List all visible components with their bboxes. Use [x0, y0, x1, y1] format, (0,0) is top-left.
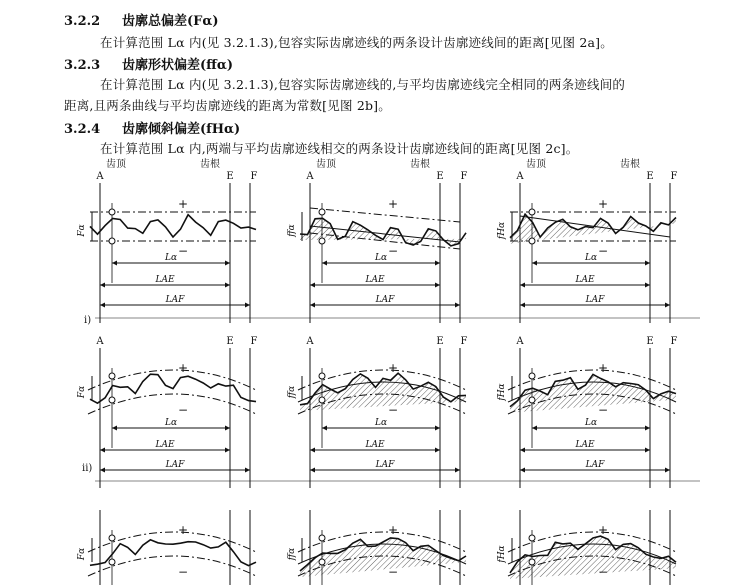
- plus-sign: +: [387, 523, 399, 537]
- dim-la-arrow-left: [112, 426, 117, 431]
- dim-lae-arrow-right: [225, 448, 230, 453]
- dim-lae-arrow-left: [520, 283, 525, 288]
- dim-lae-arrow-left: [100, 448, 105, 453]
- contact-point: [319, 397, 325, 403]
- contact-point: [529, 209, 535, 215]
- dim-laf-arrow-right: [245, 303, 250, 308]
- dim-la-arrow-left: [322, 426, 327, 431]
- contact-point: [319, 209, 325, 215]
- dim-la-arrow-left: [322, 261, 327, 266]
- deviation-hatch: [510, 536, 676, 579]
- dim-la-arrow-left: [532, 426, 537, 431]
- length-label-la: Lα: [584, 253, 598, 263]
- row-label-ii: ii): [82, 463, 93, 474]
- dim-laf-arrow-left: [520, 303, 525, 308]
- dim-laf-arrow-left: [100, 303, 105, 308]
- dim-laf-arrow-left: [520, 468, 525, 473]
- paragraph: 在计算范围 Lα 内(见 3.2.1.3),包容实际齿廓迹线的,与平均齿廓迹线完全相同的两条迹线间的: [100, 77, 626, 92]
- length-label-laf: LAF: [165, 295, 185, 305]
- contact-point: [529, 397, 535, 403]
- point-label-f: F: [460, 171, 468, 182]
- dim-laf-arrow-right: [455, 468, 460, 473]
- contact-point: [109, 397, 115, 403]
- plus-sign: +: [597, 197, 609, 211]
- contact-point: [529, 559, 535, 565]
- minus-sign: −: [387, 244, 399, 258]
- length-label-laf: LAF: [375, 460, 395, 470]
- length-label-la: Lα: [374, 418, 388, 428]
- actual-profile-trace: [90, 215, 256, 237]
- plus-sign: +: [597, 361, 609, 375]
- contact-point: [529, 373, 535, 379]
- deviation-label: ffα: [287, 547, 297, 561]
- contact-point: [529, 535, 535, 541]
- contact-point: [109, 535, 115, 541]
- root-label: 齿根: [200, 159, 220, 170]
- point-label-a: A: [516, 171, 524, 182]
- dim-lae-arrow-left: [310, 448, 315, 453]
- point-label-a: A: [516, 336, 524, 347]
- contact-point: [109, 559, 115, 565]
- contact-point: [109, 209, 115, 215]
- tip-label: 齿顶: [526, 159, 546, 170]
- dim-lae-arrow-left: [520, 448, 525, 453]
- contact-point: [109, 238, 115, 244]
- section-title: 齿廓倾斜偏差(fHα): [122, 122, 241, 137]
- point-label-a: A: [306, 171, 314, 182]
- paragraph: 距离,且两条曲线与平均齿廓迹线的距离为常数[见图 2b]。: [64, 98, 391, 113]
- section-number: 3.2.2: [64, 14, 101, 29]
- deviation-label: fHα: [497, 221, 507, 240]
- dim-la-arrow-right: [225, 426, 230, 431]
- dim-la-arrow-right: [645, 261, 650, 266]
- minus-sign: −: [597, 244, 609, 258]
- dim-laf-arrow-right: [665, 468, 670, 473]
- length-label-la: Lα: [374, 253, 388, 263]
- dim-lae-arrow-left: [100, 283, 105, 288]
- plus-sign: +: [387, 361, 399, 375]
- paragraph: 在计算范围 Lα 内,两端与平均齿廓迹线相交的两条设计齿廓迹线间的距离[见图 2c]。: [100, 141, 579, 156]
- dim-la-arrow-left: [532, 261, 537, 266]
- contact-point: [529, 238, 535, 244]
- dim-laf-arrow-left: [310, 303, 315, 308]
- profile-deviation-figure: [0, 155, 749, 585]
- minus-sign: −: [387, 565, 399, 579]
- section-number: 3.2.3: [64, 58, 101, 73]
- length-label-lae: LAE: [365, 275, 385, 285]
- dim-lae-arrow-right: [645, 448, 650, 453]
- minus-sign: −: [597, 565, 609, 579]
- point-label-f: F: [250, 336, 258, 347]
- dim-la-arrow-right: [435, 426, 440, 431]
- section-heading-3-2-4: [64, 118, 240, 137]
- deviation-label: ffα: [287, 385, 297, 399]
- point-label-e: E: [436, 336, 444, 347]
- minus-sign: −: [177, 244, 189, 258]
- length-label-lae: LAE: [155, 275, 175, 285]
- deviation-label: fHα: [497, 545, 507, 563]
- point-label-f: F: [460, 336, 468, 347]
- dim-lae-arrow-right: [225, 283, 230, 288]
- dim-la-arrow-right: [435, 261, 440, 266]
- contact-point: [319, 373, 325, 379]
- plus-sign: +: [177, 523, 189, 537]
- section-number: 3.2.4: [64, 122, 101, 137]
- contact-point: [319, 559, 325, 565]
- point-label-f: F: [670, 336, 678, 347]
- deviation-hatch: [300, 538, 466, 577]
- deviation-label: fHα: [497, 383, 507, 401]
- deviation-label: Fα: [77, 547, 87, 561]
- plus-sign: +: [177, 361, 189, 375]
- length-label-lae: LAE: [365, 440, 385, 450]
- minus-sign: −: [177, 403, 189, 417]
- dim-laf-arrow-left: [100, 468, 105, 473]
- dim-lae-arrow-right: [435, 283, 440, 288]
- dim-laf-arrow-right: [665, 303, 670, 308]
- point-label-e: E: [226, 171, 234, 182]
- tip-label: 齿顶: [106, 159, 126, 170]
- length-label-la: Lα: [164, 418, 178, 428]
- point-label-e: E: [646, 171, 654, 182]
- length-label-lae: LAE: [155, 440, 175, 450]
- dim-la-arrow-left: [112, 261, 117, 266]
- minus-sign: −: [597, 403, 609, 417]
- length-label-laf: LAF: [165, 460, 185, 470]
- section-heading-3-2-3: [64, 54, 233, 73]
- paragraph: 在计算范围 Lα 内(见 3.2.1.3),包容实际齿廓迹线的两条设计齿廓迹线间的距离[见图 2a]。: [100, 35, 613, 50]
- length-label-lae: LAE: [575, 275, 595, 285]
- root-label: 齿根: [620, 159, 640, 170]
- design-line-upper: [310, 208, 460, 222]
- minus-sign: −: [177, 565, 189, 579]
- point-label-e: E: [436, 171, 444, 182]
- length-label-lae: LAE: [575, 440, 595, 450]
- length-label-laf: LAF: [585, 460, 605, 470]
- section-title: 齿廓形状偏差(ffα): [122, 58, 233, 73]
- plus-sign: +: [177, 197, 189, 211]
- dim-lae-arrow-right: [435, 448, 440, 453]
- plus-sign: +: [597, 523, 609, 537]
- tip-label: 齿顶: [316, 159, 336, 170]
- root-label: 齿根: [410, 159, 430, 170]
- deviation-label: ffα: [287, 224, 297, 237]
- contact-point: [319, 238, 325, 244]
- point-label-e: E: [226, 336, 234, 347]
- length-label-la: Lα: [164, 253, 178, 263]
- section-heading-3-2-2: [64, 10, 219, 29]
- contact-point: [319, 535, 325, 541]
- length-label-laf: LAF: [375, 295, 395, 305]
- point-label-a: A: [96, 171, 104, 182]
- dim-la-arrow-right: [645, 426, 650, 431]
- row-label-i: i): [84, 315, 92, 326]
- dim-laf-arrow-left: [310, 468, 315, 473]
- dim-lae-arrow-right: [645, 283, 650, 288]
- dim-la-arrow-right: [225, 261, 230, 266]
- dim-laf-arrow-right: [455, 303, 460, 308]
- contact-point: [109, 373, 115, 379]
- point-label-e: E: [646, 336, 654, 347]
- point-label-f: F: [670, 171, 678, 182]
- point-label-f: F: [250, 171, 258, 182]
- length-label-la: Lα: [584, 418, 598, 428]
- deviation-label: Fα: [77, 385, 87, 399]
- minus-sign: −: [387, 403, 399, 417]
- deviation-label: Fα: [77, 224, 87, 237]
- plus-sign: +: [387, 197, 399, 211]
- section-title: 齿廓总偏差(Fα): [122, 14, 219, 29]
- dim-laf-arrow-right: [245, 468, 250, 473]
- length-label-laf: LAF: [585, 295, 605, 305]
- point-label-a: A: [96, 336, 104, 347]
- point-label-a: A: [306, 336, 314, 347]
- dim-lae-arrow-left: [310, 283, 315, 288]
